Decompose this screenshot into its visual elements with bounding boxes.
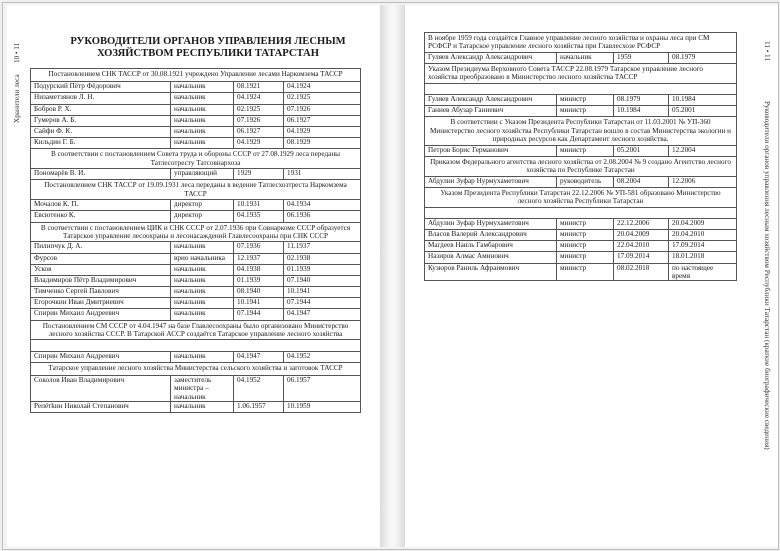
table-header-row: [31, 180, 361, 200]
name-cell: Соколов Иван Владимирович: [31, 376, 171, 402]
date-to-cell: 04.1934: [284, 200, 361, 211]
post-cell: начальник: [171, 242, 234, 253]
table-header-row: [31, 320, 361, 340]
post-cell: начальник: [171, 82, 234, 93]
post-cell: начальник: [171, 138, 234, 149]
date-from-cell: 02.1925: [234, 104, 284, 115]
name-cell: Абдулин Зуфар Нурмухаметович: [425, 218, 557, 229]
date-from-cell: 08.1979: [614, 95, 669, 106]
name-cell: Сайфи Ф. К.: [31, 126, 171, 137]
table-header-row: [425, 117, 737, 145]
table-row: [31, 298, 361, 309]
post-cell: начальник: [171, 351, 234, 362]
section-header: Указом Президента Республики Татарстан 22.12.2006 № УП-581 образовано Министерство лесного хозяйства Республики Татарстан: [425, 187, 737, 207]
date-to-cell: 07.1944: [284, 298, 361, 309]
date-from-cell: 1959: [614, 52, 669, 63]
table-row: [425, 263, 737, 281]
post-cell: начальник: [171, 264, 234, 275]
post-cell: начальник: [171, 309, 234, 320]
date-from-cell: 08.1921: [234, 82, 284, 93]
date-from-cell: 08.02.2018: [614, 263, 669, 281]
table-row: [425, 229, 737, 240]
date-to-cell: по настоящее время: [669, 263, 737, 281]
table-row: [425, 252, 737, 263]
name-cell: Абдулин Зуфар Нурмухаметович: [425, 176, 557, 187]
name-cell: Гуляев Александр Александрович: [425, 52, 557, 63]
date-from-cell: 04.1952: [234, 376, 284, 402]
post-cell: министр: [557, 263, 614, 281]
table-header-row: [425, 156, 737, 176]
date-to-cell: 02.1925: [284, 93, 361, 104]
date-to-cell: 05.2001: [669, 106, 737, 117]
date-from-cell: 08.2004: [614, 176, 669, 187]
post-cell: министр: [557, 252, 614, 263]
table-row: [425, 52, 737, 63]
date-from-cell: 10.1984: [614, 106, 669, 117]
date-from-cell: 04.1938: [234, 264, 284, 275]
table-row: [31, 104, 361, 115]
table-spacer-row: [31, 340, 361, 351]
name-cell: Усков: [31, 264, 171, 275]
page-title: РУКОВОДИТЕЛИ ОРГАНОВ УПРАВЛЕНИЯ ЛЕСНЫМ ХОЗЯЙСТВОМ РЕСПУБЛИКИ ТАТАРСТАН: [70, 36, 346, 59]
table-row: [31, 376, 361, 402]
date-to-cell: 07.1926: [284, 104, 361, 115]
post-cell: начальник: [171, 126, 234, 137]
date-from-cell: 22.04.2010: [614, 241, 669, 252]
date-from-cell: 1929: [234, 169, 284, 180]
name-cell: Бобров Р. Х.: [31, 104, 171, 115]
date-from-cell: 07.1936: [234, 242, 284, 253]
table-header-row: [31, 149, 361, 169]
table-spacer-row: [425, 83, 737, 94]
date-from-cell: 17.09.2014: [614, 252, 669, 263]
post-cell: министр: [557, 229, 614, 240]
date-to-cell: 12.2004: [669, 145, 737, 156]
name-cell: Подурский Пётр Фёдорович: [31, 82, 171, 93]
name-cell: Ганиев Абузар Ганиевич: [425, 106, 557, 117]
table-header-row: [31, 69, 361, 82]
name-cell: Владимиров Пётр Владимирович: [31, 275, 171, 286]
date-to-cell: 01.1939: [284, 264, 361, 275]
date-to-cell: 04.1929: [284, 126, 361, 137]
table-row: [31, 138, 361, 149]
date-to-cell: 08.1979: [669, 52, 737, 63]
post-cell: заместитель министра – начальник: [171, 376, 234, 402]
table-row: [425, 176, 737, 187]
page-number-left: 10 • 11: [13, 42, 21, 63]
spacer-cell: [31, 340, 361, 351]
post-cell: начальник: [171, 402, 234, 413]
date-to-cell: 11.1937: [284, 242, 361, 253]
date-from-cell: 12.1937: [234, 253, 284, 264]
table-header-row: [31, 362, 361, 375]
running-header-left: Хранители леса: [13, 74, 21, 123]
table-row: [31, 287, 361, 298]
post-cell: начальник: [171, 298, 234, 309]
date-from-cell: 04.1935: [234, 211, 284, 222]
name-cell: Пилипчук Д. А.: [31, 242, 171, 253]
table-row: [425, 218, 737, 229]
post-cell: начальник: [171, 287, 234, 298]
name-cell: Тимченко Сергей Павлович: [31, 287, 171, 298]
right-margin-strip: [756, 5, 778, 547]
date-from-cell: 07.1944: [234, 309, 284, 320]
table-spacer-row: [425, 207, 737, 218]
table-row: [425, 145, 737, 156]
table-row: [425, 106, 737, 117]
section-header: Постановлением СНК ТАССР от 19.09.1931 леса переданы в ведение Татлесхозтреста Наркомзема ТАССР: [31, 180, 361, 200]
date-to-cell: 04.1924: [284, 82, 361, 93]
post-cell: начальник: [171, 93, 234, 104]
date-from-cell: 20.04.2009: [614, 229, 669, 240]
table-header-row: [425, 64, 737, 84]
date-to-cell: 07.1940: [284, 275, 361, 286]
post-cell: начальник: [171, 104, 234, 115]
section-header: В ноябре 1959 года создаётся Главное управление лесного хозяйства и охраны леса при СМ РСФСР и Татарское управление лесного хозяйства при Главлесхозе РСФСР: [425, 33, 737, 53]
date-from-cell: 05.2001: [614, 145, 669, 156]
name-cell: Спирин Михаил Андреевич: [31, 351, 171, 362]
post-cell: управляющий: [171, 169, 234, 180]
name-cell: Кузюров Раниль Афраимович: [425, 263, 557, 281]
date-to-cell: 18.01.2018: [669, 252, 737, 263]
running-header-right: Руководители органов управления лесным хозяйством Республики Татарстан (краткие биографические сведения): [763, 101, 771, 450]
date-to-cell: 04.1947: [284, 309, 361, 320]
post-cell: начальник: [171, 275, 234, 286]
date-to-cell: 06.1927: [284, 115, 361, 126]
section-header: Постановлением СМ СССР от 4.04.1947 на базе Главлесоохраны было организовано Министерство лесного хозяйства СССР. В Татарской АССР создаётся Татарское управление лесного хозяйства: [31, 320, 361, 340]
leaders-table-right: [424, 32, 737, 281]
date-to-cell: 06.1936: [284, 211, 361, 222]
name-cell: Гуляев Александр Александрович: [425, 95, 557, 106]
section-header: Указом Президиума Верховного Совета ТАССР 22.08.1979 Татарское управление лесного хозяйства преобразовано в Министерство лесного хозяйства ТАССР: [425, 64, 737, 84]
name-cell: Фурсов: [31, 253, 171, 264]
page-number-right: 11 • 11: [763, 41, 771, 61]
post-cell: руководитель: [557, 176, 614, 187]
post-cell: директор: [171, 200, 234, 211]
date-to-cell: 06.1957: [284, 376, 361, 402]
section-header: В соответствии с Указом Президента Республики Татарстан от 11.03.2001 № УП-360 Министерство лесного хозяйства Республики Татарстан вошло в состав Министерства экологии и природных ресурсов как Департамент лесного хозяйства.: [425, 117, 737, 145]
table-row: [425, 95, 737, 106]
date-from-cell: 1.06.1957: [234, 402, 284, 413]
table-row: [31, 402, 361, 413]
table-row: [31, 242, 361, 253]
date-from-cell: 04.1929: [234, 138, 284, 149]
table-header-row: [425, 187, 737, 207]
section-header: Приказом Федерального агентства лесного хозяйства от 2.08.2004 № 9 создано Агентство лесного хозяйства по Республике Татарстан: [425, 156, 737, 176]
section-header: В соответствии с постановлением Совета труда и обороны СССР от 27.08.1929 леса переданы Татлесотресту Татсовнархоза: [31, 149, 361, 169]
date-to-cell: 04.1952: [284, 351, 361, 362]
date-to-cell: 10.1941: [284, 287, 361, 298]
post-cell: директор: [171, 211, 234, 222]
name-cell: Гумеров А. Б.: [31, 115, 171, 126]
date-from-cell: 01.1939: [234, 275, 284, 286]
section-header: В соответствии с постановлением ЦИК и СНК СССР от 2.07.1936 при Совнаркоме СССР образуется Татарское управление лесоохраны и лесонасаждений Главлесоохраны при СНК СССР: [31, 222, 361, 242]
name-cell: Егорочкин Иван Дмитриевич: [31, 298, 171, 309]
date-to-cell: 1931: [284, 169, 361, 180]
post-cell: министр: [557, 95, 614, 106]
date-to-cell: 20.04.2009: [669, 218, 737, 229]
table-row: [425, 241, 737, 252]
table-row: [31, 351, 361, 362]
date-from-cell: 04.1947: [234, 351, 284, 362]
date-from-cell: 06.1927: [234, 126, 284, 137]
date-to-cell: 20.04.2010: [669, 229, 737, 240]
post-cell: начальник: [557, 52, 614, 63]
section-header: Постановлением СНК ТАССР от 30.08.1921 учреждено Управление лесами Наркомзема ТАССР: [31, 69, 361, 82]
date-from-cell: 04.1924: [234, 93, 284, 104]
name-cell: Петров Борис Германович: [425, 145, 557, 156]
spacer-cell: [425, 83, 737, 94]
date-to-cell: 02.1938: [284, 253, 361, 264]
post-cell: министр: [557, 106, 614, 117]
table-row: [31, 126, 361, 137]
spacer-cell: [425, 207, 737, 218]
name-cell: Назиров Алмас Аминович: [425, 252, 557, 263]
name-cell: Спирин Михаил Андреевич: [31, 309, 171, 320]
date-to-cell: 08.1929: [284, 138, 361, 149]
table-row: [31, 169, 361, 180]
table-row: [31, 211, 361, 222]
table-row: [31, 309, 361, 320]
table-header-row: [31, 222, 361, 242]
left-margin-strip: [7, 5, 29, 547]
name-cell: Пономарёв В. И.: [31, 169, 171, 180]
name-cell: Низаметзянов Л. Н.: [31, 93, 171, 104]
post-cell: министр: [557, 145, 614, 156]
date-to-cell: 10.1959: [284, 402, 361, 413]
date-from-cell: 10.1931: [234, 200, 284, 211]
book-gutter: [380, 5, 405, 547]
name-cell: Магдеев Наиль Гамбарович: [425, 241, 557, 252]
table-header-row: [425, 33, 737, 53]
date-from-cell: 22.12.2006: [614, 218, 669, 229]
table-row: [31, 115, 361, 126]
date-to-cell: 12.2006: [669, 176, 737, 187]
name-cell: Репётkин Николай Степанович: [31, 402, 171, 413]
date-from-cell: 08.1940: [234, 287, 284, 298]
table-row: [31, 264, 361, 275]
date-to-cell: 17.09.2014: [669, 241, 737, 252]
name-cell: Мочалов К. П.: [31, 200, 171, 211]
leaders-table-left: [30, 68, 361, 413]
name-cell: Власов Валерий Александрович: [425, 229, 557, 240]
table-row: [31, 253, 361, 264]
post-cell: министр: [557, 241, 614, 252]
name-cell: Кильдин Г. Б.: [31, 138, 171, 149]
post-cell: врио начальника: [171, 253, 234, 264]
name-cell: Евсютенко К.: [31, 211, 171, 222]
post-cell: начальник: [171, 115, 234, 126]
date-from-cell: 07.1926: [234, 115, 284, 126]
table-row: [31, 93, 361, 104]
section-header: Татарское управление лесного хозяйства Министерства сельского хозяйства и заготовок ТАССР: [31, 362, 361, 375]
date-to-cell: 10.1984: [669, 95, 737, 106]
table-row: [31, 82, 361, 93]
table-row: [31, 200, 361, 211]
table-row: [31, 275, 361, 286]
date-from-cell: 10.1941: [234, 298, 284, 309]
post-cell: министр: [557, 218, 614, 229]
